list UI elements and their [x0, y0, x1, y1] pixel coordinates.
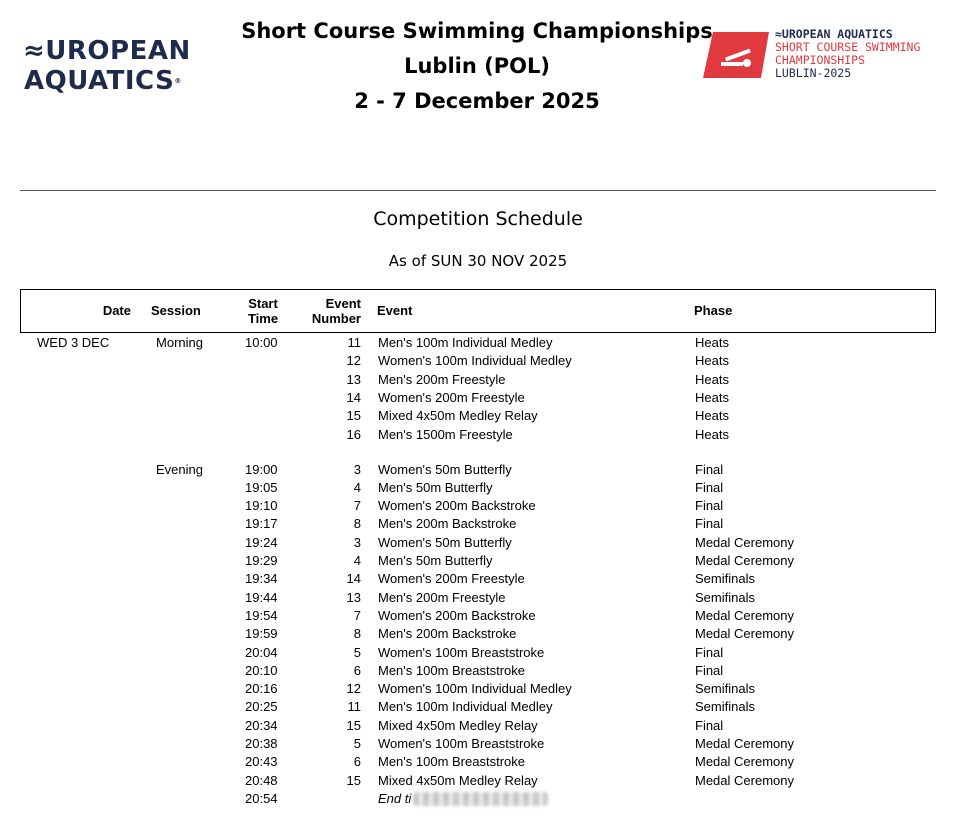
event-number-cell: 4 — [353, 479, 361, 495]
event-number-cell: 15 — [346, 408, 361, 424]
event-cell: Women's 50m Butterfly — [378, 534, 512, 550]
event-number-cell: 11 — [347, 335, 361, 350]
event-cell: End ti — [378, 791, 548, 807]
table-row — [0, 569, 966, 587]
phase-cell: Final — [695, 662, 724, 678]
event-number-cell: 14 — [346, 389, 361, 405]
registered-mark: ® — [174, 77, 182, 85]
logo-right-line2: SHORT COURSE SWIMMING — [775, 40, 921, 54]
time-cell: 20:16 — [245, 681, 278, 697]
header-date: Date — [102, 303, 131, 318]
table-row — [0, 588, 966, 606]
time-cell: 10:00 — [245, 335, 278, 350]
event-number-cell: 6 — [353, 662, 361, 678]
phase-cell: Final — [695, 498, 724, 514]
header-divider — [20, 190, 936, 191]
time-cell: 20:10 — [245, 662, 278, 678]
event-number-cell: 11 — [347, 699, 361, 715]
event-cell: Women's 50m Butterfly — [378, 461, 512, 477]
event-number-cell: 16 — [346, 426, 361, 442]
phase-cell: Medal Ceremony — [695, 736, 794, 751]
event-cell: Women's 100m Breaststroke — [378, 736, 545, 751]
phase-cell: Heats — [695, 353, 729, 369]
table-row — [0, 388, 966, 406]
event-cell: Women's 200m Backstroke — [378, 498, 536, 514]
event-number-cell: 6 — [353, 754, 361, 770]
time-cell: 20:48 — [245, 772, 278, 788]
phase-cell: Heats — [695, 426, 729, 442]
table-row — [0, 661, 966, 679]
header-event-number: Event Number — [311, 296, 361, 326]
table-row — [0, 496, 966, 514]
event-number-cell: 8 — [353, 516, 361, 532]
event-number-cell: 4 — [353, 553, 361, 568]
event-cell: Mixed 4x50m Medley Relay — [378, 717, 538, 733]
phase-cell: Medal Ceremony — [695, 553, 794, 568]
time-cell: 20:43 — [245, 754, 278, 770]
table-row — [0, 533, 966, 551]
time-cell: 19:54 — [245, 607, 278, 623]
phase-cell: Semifinals — [695, 681, 755, 697]
time-cell: 19:29 — [245, 553, 278, 568]
time-cell: 19:59 — [245, 626, 278, 642]
table-row — [0, 514, 966, 532]
table-row — [0, 460, 966, 478]
event-cell: Men's 200m Backstroke — [378, 516, 517, 532]
phase-cell: Final — [695, 644, 724, 660]
table-row — [0, 551, 966, 569]
event-cell: Women's 100m Individual Medley — [378, 353, 572, 369]
session-cell: Evening — [156, 461, 203, 477]
table-row — [0, 643, 966, 661]
swimmer-badge-icon — [703, 32, 769, 78]
title-line-1: Short Course Swimming Championships — [241, 19, 713, 43]
event-number-cell: 13 — [346, 371, 361, 387]
table-row — [0, 425, 966, 443]
as-of-date: As of SUN 30 NOV 2025 — [388, 252, 568, 270]
event-number-cell: 3 — [353, 461, 361, 477]
event-number-cell: 13 — [346, 589, 361, 605]
time-cell: 20:38 — [245, 736, 278, 751]
redacted-blur — [413, 792, 548, 806]
event-number-cell: 15 — [346, 772, 361, 788]
event-number-cell: 12 — [346, 681, 361, 697]
logo-left-line2: AQUATICS — [24, 66, 175, 96]
phase-cell: Medal Ceremony — [695, 534, 794, 550]
event-cell: Men's 200m Freestyle — [378, 371, 506, 387]
event-cell: Men's 100m Individual Medley — [378, 335, 553, 350]
event-cell: Women's 200m Freestyle — [378, 389, 525, 405]
phase-cell: Medal Ceremony — [695, 626, 794, 642]
table-row — [0, 333, 966, 351]
time-cell: 19:10 — [245, 498, 278, 514]
event-cell: Mixed 4x50m Medley Relay — [378, 772, 538, 788]
event-number-cell: 5 — [353, 736, 361, 751]
table-row — [0, 697, 966, 715]
event-cell: Women's 200m Backstroke — [378, 607, 536, 623]
logo-right-line4: LUBLIN-2025 — [775, 66, 852, 80]
date-cell: WED 3 DEC — [37, 335, 110, 350]
time-cell: 20:34 — [245, 717, 278, 733]
table-row — [0, 606, 966, 624]
championship-logo — [703, 28, 943, 84]
table-header — [20, 289, 936, 333]
event-number-cell: 12 — [346, 353, 361, 369]
phase-cell: Final — [695, 461, 724, 477]
phase-cell: Medal Ceremony — [695, 754, 794, 770]
title-line-3: 2 - 7 December 2025 — [354, 89, 600, 113]
title-line-2: Lublin (POL) — [404, 54, 550, 78]
header-event: Event — [377, 303, 413, 318]
phase-cell: Semifinals — [695, 571, 755, 587]
phase-cell: Final — [695, 516, 724, 532]
header-phase: Phase — [694, 303, 733, 318]
event-cell: Men's 1500m Freestyle — [378, 426, 513, 442]
event-number-cell: 8 — [353, 626, 361, 642]
table-row — [0, 406, 966, 424]
header-start-time: Start Time — [247, 296, 279, 326]
event-number-cell: 5 — [353, 644, 361, 660]
time-cell: 20:25 — [245, 699, 278, 715]
table-row — [0, 351, 966, 369]
event-cell: Men's 50m Butterfly — [378, 553, 493, 568]
time-cell: 20:54 — [245, 790, 278, 806]
time-cell: 19:34 — [245, 571, 278, 587]
phase-cell: Semifinals — [695, 699, 755, 715]
time-cell: 19:44 — [245, 589, 278, 605]
phase-cell: Medal Ceremony — [695, 772, 794, 788]
phase-cell: Heats — [695, 335, 729, 350]
event-number-cell: 7 — [353, 498, 361, 514]
table-row — [0, 771, 966, 789]
time-cell: 19:17 — [245, 516, 278, 532]
event-number-cell: 15 — [346, 717, 361, 733]
event-cell: Men's 100m Individual Medley — [378, 699, 553, 715]
time-cell: 19:00 — [245, 461, 278, 477]
event-cell: Women's 200m Freestyle — [378, 571, 525, 587]
page-title — [240, 14, 714, 119]
european-aquatics-logo — [23, 36, 193, 100]
table-row — [0, 370, 966, 388]
schedule-title: Competition Schedule — [373, 208, 583, 230]
event-number-cell: 14 — [346, 571, 361, 587]
header-session: Session — [151, 303, 201, 318]
phase-cell: Semifinals — [695, 589, 755, 605]
event-cell: Men's 50m Butterfly — [378, 479, 493, 495]
phase-cell: Final — [695, 717, 724, 733]
event-number-cell: 7 — [353, 607, 361, 623]
table-row — [0, 734, 966, 752]
table-row — [0, 679, 966, 697]
table-row — [0, 716, 966, 734]
table-row — [0, 624, 966, 642]
time-cell: 19:24 — [245, 534, 278, 550]
event-cell: Women's 100m Individual Medley — [378, 681, 572, 697]
logo-left-line1: ≈UROPEAN — [23, 36, 191, 66]
event-cell: Men's 100m Breaststroke — [378, 754, 525, 770]
phase-cell: Heats — [695, 389, 729, 405]
event-cell: Men's 200m Backstroke — [378, 626, 517, 642]
phase-cell: Medal Ceremony — [695, 607, 794, 623]
event-cell: Women's 100m Breaststroke — [378, 644, 545, 660]
phase-cell: Final — [695, 479, 724, 495]
event-cell: Men's 100m Breaststroke — [378, 662, 525, 678]
event-cell: Men's 200m Freestyle — [378, 589, 506, 605]
table-row — [0, 752, 966, 770]
time-cell: 19:05 — [245, 479, 278, 495]
event-number-cell: 3 — [353, 534, 361, 550]
table-row-end-time — [0, 789, 966, 807]
logo-right-line3: CHAMPIONSHIPS — [775, 53, 866, 67]
time-cell: 20:04 — [245, 644, 278, 660]
table-row — [0, 478, 966, 496]
event-cell: Mixed 4x50m Medley Relay — [378, 408, 538, 424]
session-cell: Morning — [156, 335, 203, 350]
phase-cell: Heats — [695, 408, 729, 424]
logo-right-line1: ≈UROPEAN AQUATICS — [775, 27, 893, 41]
phase-cell: Heats — [695, 371, 729, 387]
